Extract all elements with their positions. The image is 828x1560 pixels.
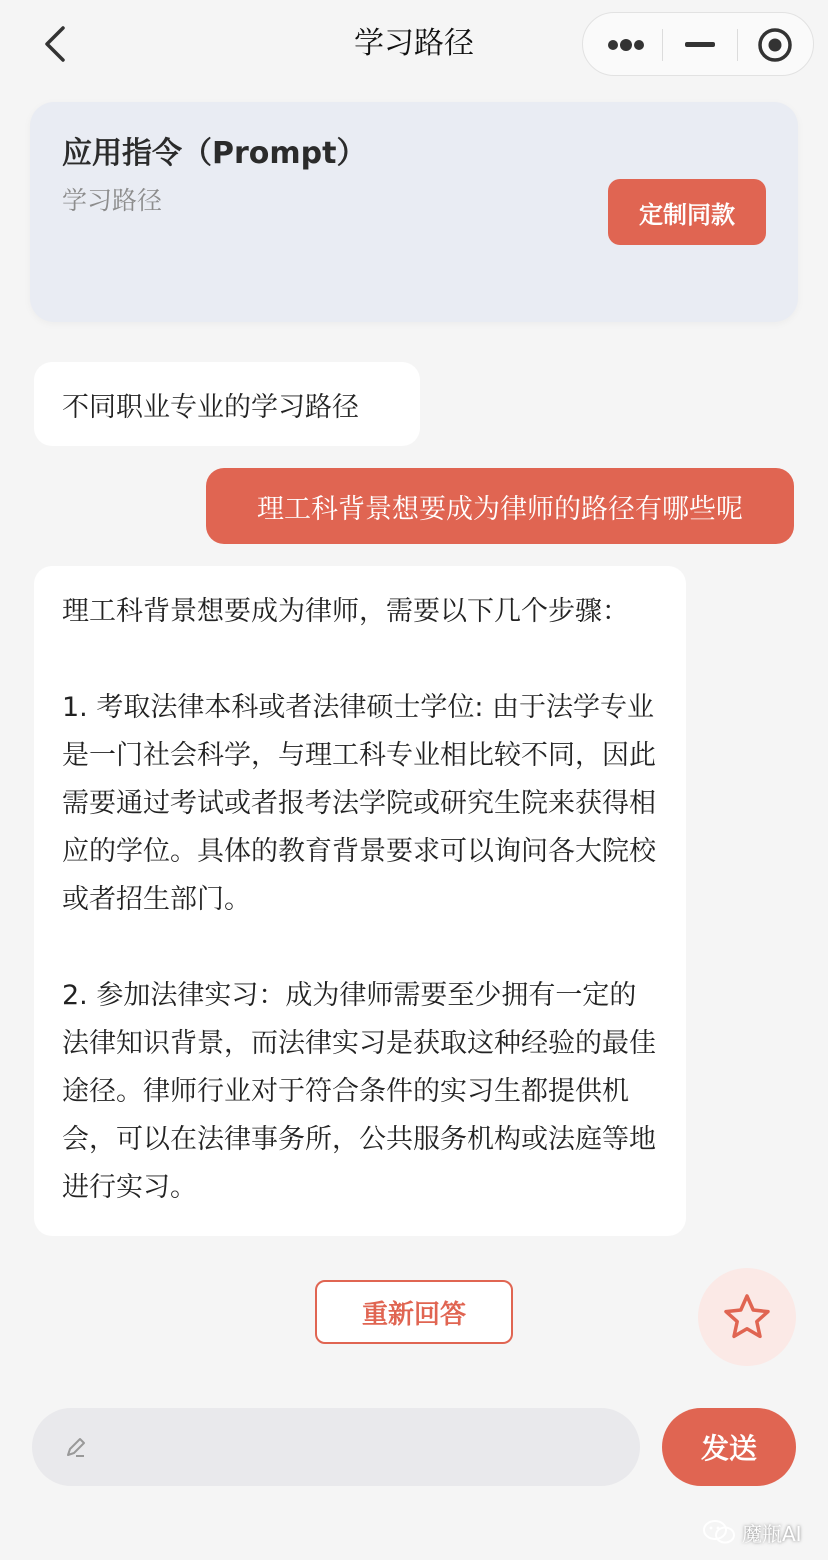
nav-bar [0,0,828,88]
prompt-title: 应用指令（Prompt） [62,136,367,171]
close-button[interactable] [736,13,813,77]
more-button[interactable] [587,13,664,77]
user-message: 理工科背景想要成为律师的路径有哪些呢 [206,468,794,544]
watermark-text: 魔瓶AI [742,1521,802,1546]
message-input[interactable] [102,1432,582,1462]
watermark [702,1512,802,1552]
customize-button[interactable]: 定制同款 [608,179,766,245]
mini-program-capsule [582,12,814,76]
favorite-button[interactable] [698,1268,796,1366]
wechat-icon [702,1519,736,1545]
pencil-icon [64,1435,88,1459]
page-title: 学习路径 [354,26,474,61]
message-input-container[interactable] [32,1408,640,1486]
minimize-button[interactable] [661,13,738,77]
target-circle-icon [757,27,793,63]
regenerate-button[interactable]: 重新回答 [315,1280,513,1344]
more-dots-icon [606,38,646,52]
star-outline-icon [722,1292,772,1342]
bot-answer-message [34,566,686,1236]
prompt-subtitle: 学习路径 [62,186,163,215]
minus-icon [685,42,715,48]
content-mask [0,1236,828,1250]
prompt-card [30,102,798,322]
bot-answer-text: 理工科背景想要成为律师，需要以下几个步骤： 1. 考取法律本科或者法律硕士学位: 由于法学专业是一门社会科学，与理工科专业相比较不同，因此需要通过考试或者报考法学院或研究生院来获得相应的学位。具体的教育背景要求可以询问各大院校或者招生部门。 2. 参加法律实习：成为律师需要至少拥有一定的法律知识背景，而法律实习是获取这种经验的最佳途径。律师行业对于符合条件的实习生都提供机会，可以在法律事务所，公共服务机构或法庭等地进行实习。 [62,596,656,1203]
bot-message-intro: 不同职业专业的学习路径 [34,362,420,446]
send-button[interactable]: 发送 [662,1408,796,1486]
